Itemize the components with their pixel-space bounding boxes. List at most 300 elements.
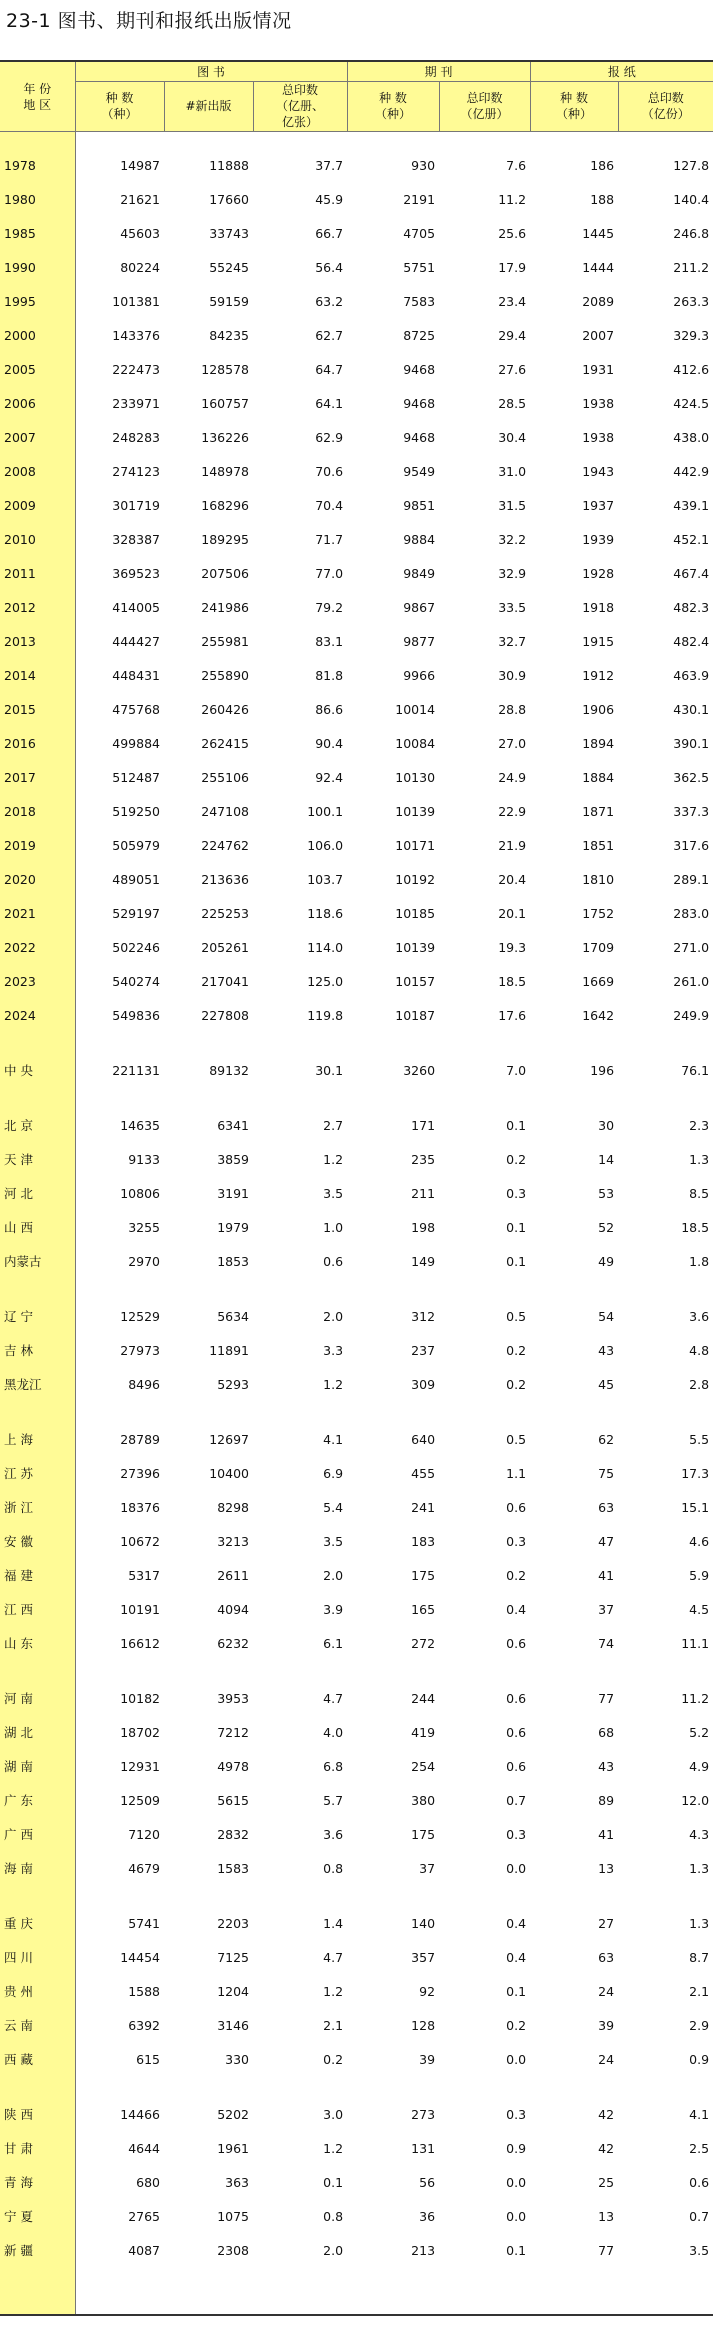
table-row	[0, 760, 713, 794]
table-cell: 1642	[582, 1007, 615, 1023]
table-cell: 1938	[582, 429, 615, 445]
table-cell: 8.5	[689, 1185, 710, 1201]
table-cell: 70.6	[315, 463, 344, 479]
table-cell: 1.3	[689, 1860, 710, 1876]
table-cell: 1884	[582, 769, 615, 785]
table-cell: 4.5	[689, 1601, 710, 1617]
gap-cell	[530, 1278, 618, 1299]
table-cell: 23.4	[498, 293, 527, 309]
table-row	[0, 1456, 713, 1490]
table-row	[0, 1906, 713, 1940]
table-cell: 9468	[403, 395, 436, 411]
gap-cell	[253, 1087, 347, 1108]
row-label: 2018	[0, 794, 75, 828]
table-cell: 0.5	[506, 1431, 527, 1447]
table-cell: 0.1	[506, 1253, 527, 1269]
table-cell: 283.0	[673, 905, 710, 921]
table-cell: 100.1	[307, 803, 344, 819]
gap-cell	[439, 1885, 530, 1906]
table-cell: 10192	[395, 871, 436, 887]
row-label: 黑龙江	[0, 1367, 75, 1401]
gap-cell	[253, 2076, 347, 2097]
table-cell: 380	[411, 1792, 436, 1808]
table-cell: 140	[411, 1915, 436, 1931]
bottom-cell	[0, 2267, 75, 2315]
group-gap-row	[0, 1278, 713, 1299]
table-cell: 3.3	[323, 1342, 344, 1358]
table-cell: 263.3	[673, 293, 710, 309]
row-label: 海 南	[0, 1851, 75, 1885]
table-row	[0, 1592, 713, 1626]
row-label: 广 东	[0, 1783, 75, 1817]
table-cell: 128578	[201, 361, 249, 377]
table-cell: 357	[411, 1949, 436, 1965]
row-label: 广 西	[0, 1817, 75, 1851]
table-cell: 1915	[582, 633, 615, 649]
table-cell: 89	[598, 1792, 615, 1808]
table-row	[0, 624, 713, 658]
table-cell: 1444	[582, 259, 615, 275]
row-label: 北 京	[0, 1108, 75, 1142]
table-cell: 475768	[112, 701, 160, 717]
table-cell: 77	[598, 2242, 615, 2258]
table-cell: 30.4	[498, 429, 527, 445]
table-row	[0, 386, 713, 420]
table-cell: 10157	[395, 973, 436, 989]
table-cell: 10191	[120, 1601, 160, 1617]
row-label: 2013	[0, 624, 75, 658]
table-row	[0, 726, 713, 760]
table-cell: 80224	[120, 259, 160, 275]
table-cell: 0.8	[323, 1860, 344, 1876]
table-row	[0, 2233, 713, 2267]
table-cell: 3953	[217, 1690, 249, 1706]
table-cell: 1871	[582, 803, 615, 819]
table-cell: 1906	[582, 701, 615, 717]
table-cell: 12697	[209, 1431, 249, 1447]
table-cell: 0.6	[506, 1635, 527, 1651]
table-cell: 27	[598, 1915, 615, 1931]
table-row	[0, 658, 713, 692]
table-cell: 22.9	[498, 803, 527, 819]
gap-cell	[530, 1660, 618, 1681]
table-cell: 0.4	[506, 1915, 527, 1931]
table-cell: 3191	[217, 1185, 249, 1201]
table-cell: 20.1	[498, 905, 527, 921]
table-cell: 10130	[395, 769, 436, 785]
gap-cell	[75, 2076, 164, 2097]
table-cell: 56.4	[315, 259, 344, 275]
col-header-books-copies: 总印数 （亿册、 亿张）	[253, 82, 347, 132]
table-cell: 9851	[403, 497, 436, 513]
table-cell: 77.0	[315, 565, 344, 581]
group-header-newspapers: 报 纸	[530, 61, 713, 82]
table-cell: 1937	[582, 497, 615, 513]
table-cell: 30.9	[498, 667, 527, 683]
table-cell: 390.1	[673, 735, 710, 751]
table-body	[0, 132, 713, 2316]
table-cell: 7.6	[506, 157, 527, 173]
row-label: 2021	[0, 896, 75, 930]
table-cell: 188	[590, 191, 615, 207]
group-header-books: 图 书	[75, 61, 347, 82]
table-cell: 71.7	[315, 531, 344, 547]
table-cell: 83.1	[315, 633, 344, 649]
table-cell: 6.9	[323, 1465, 344, 1481]
table-row	[0, 1053, 713, 1087]
spacer-cell	[618, 132, 713, 149]
spacer-cell	[439, 132, 530, 149]
table-cell: 3.9	[323, 1601, 344, 1617]
table-cell: 20.4	[498, 871, 527, 887]
table-cell: 2.1	[323, 2017, 344, 2033]
table-cell: 1.1	[506, 1465, 527, 1481]
gap-cell	[347, 1401, 439, 1422]
table-cell: 529197	[112, 905, 160, 921]
table-cell: 175	[411, 1567, 436, 1583]
table-cell: 0.3	[506, 1533, 527, 1549]
table-cell: 66.7	[315, 225, 344, 241]
gap-cell	[618, 1660, 713, 1681]
table-cell: 13	[598, 2208, 615, 2224]
table-cell: 255890	[201, 667, 249, 683]
table-cell: 248283	[112, 429, 160, 445]
bottom-padding-row	[0, 2267, 713, 2315]
table-cell: 136226	[201, 429, 249, 445]
table-row	[0, 1176, 713, 1210]
table-cell: 0.2	[506, 1567, 527, 1583]
table-cell: 9468	[403, 361, 436, 377]
table-cell: 171	[411, 1117, 436, 1133]
gap-cell	[75, 1885, 164, 1906]
table-cell: 0.3	[506, 2106, 527, 2122]
gap-cell	[75, 1401, 164, 1422]
table-cell: 31.5	[498, 497, 527, 513]
table-cell: 4.3	[689, 1826, 710, 1842]
table-cell: 237	[411, 1342, 436, 1358]
table-cell: 0.3	[506, 1185, 527, 1201]
table-cell: 11.2	[498, 191, 527, 207]
table-cell: 92	[419, 1983, 436, 1999]
table-row	[0, 1367, 713, 1401]
table-row	[0, 352, 713, 386]
table-cell: 0.6	[506, 1724, 527, 1740]
row-label: 陕 西	[0, 2097, 75, 2131]
row-label: 重 庆	[0, 1906, 75, 1940]
row-header: 年 份 地 区	[0, 61, 75, 132]
table-cell: 640	[411, 1431, 436, 1447]
table-cell: 3255	[128, 1219, 160, 1235]
table-cell: 207506	[201, 565, 249, 581]
table-cell: 261.0	[673, 973, 710, 989]
table-row	[0, 1974, 713, 2008]
page-title: 23-1 图书、期刊和报纸出版情况	[6, 10, 292, 32]
table-row	[0, 1524, 713, 1558]
table-cell: 3.6	[323, 1826, 344, 1842]
table-cell: 2832	[217, 1826, 249, 1842]
table-cell: 27.0	[498, 735, 527, 751]
gap-cell	[75, 1032, 164, 1053]
table-cell: 1.3	[689, 1915, 710, 1931]
table-cell: 8496	[128, 1376, 160, 1392]
table-cell: 168296	[201, 497, 249, 513]
table-cell: 79.2	[315, 599, 344, 615]
table-cell: 11.2	[681, 1690, 710, 1706]
table-cell: 1851	[582, 837, 615, 853]
table-cell: 3.5	[689, 2242, 710, 2258]
table-cell: 114.0	[307, 939, 344, 955]
table-cell: 10187	[395, 1007, 436, 1023]
table-cell: 175	[411, 1826, 436, 1842]
table-cell: 0.9	[506, 2140, 527, 2156]
table-cell: 0.1	[506, 1983, 527, 1999]
table-cell: 224762	[201, 837, 249, 853]
table-cell: 12.0	[681, 1792, 710, 1808]
table-cell: 106.0	[307, 837, 344, 853]
table-cell: 615	[136, 2051, 160, 2067]
table-row	[0, 2042, 713, 2076]
gap-cell	[75, 1087, 164, 1108]
table-cell: 452.1	[673, 531, 710, 547]
table-cell: 255981	[201, 633, 249, 649]
group-gap-row	[0, 1401, 713, 1422]
gap-cell	[347, 1032, 439, 1053]
table-cell: 31.0	[498, 463, 527, 479]
gap-cell	[0, 2076, 75, 2097]
gap-cell	[0, 1087, 75, 1108]
table-cell: 198	[411, 1219, 436, 1235]
table-cell: 27.6	[498, 361, 527, 377]
table-cell: 101381	[112, 293, 160, 309]
table-cell: 103.7	[307, 871, 344, 887]
table-cell: 43	[598, 1342, 615, 1358]
table-cell: 148978	[201, 463, 249, 479]
table-cell: 0.6	[506, 1758, 527, 1774]
row-label: 1995	[0, 284, 75, 318]
table-cell: 32.9	[498, 565, 527, 581]
spacer-cell	[530, 132, 618, 149]
table-row	[0, 2131, 713, 2165]
table-row	[0, 964, 713, 998]
table-cell: 4644	[128, 2140, 160, 2156]
table-cell: 246.8	[673, 225, 710, 241]
table-cell: 205261	[201, 939, 249, 955]
table-cell: 7.0	[506, 1062, 527, 1078]
table-cell: 3260	[403, 1062, 436, 1078]
table-cell: 10171	[395, 837, 436, 853]
table-cell: 424.5	[673, 395, 710, 411]
table-cell: 4.6	[689, 1533, 710, 1549]
table-cell: 165	[411, 1601, 436, 1617]
table-cell: 505979	[112, 837, 160, 853]
table-cell: 3.6	[689, 1308, 710, 1324]
gap-cell	[253, 1278, 347, 1299]
table-cell: 301719	[112, 497, 160, 513]
row-label: 2008	[0, 454, 75, 488]
table-cell: 2.1	[689, 1983, 710, 1999]
table-cell: 0.5	[506, 1308, 527, 1324]
gap-cell	[0, 1885, 75, 1906]
table-cell: 489051	[112, 871, 160, 887]
gap-cell	[530, 1885, 618, 1906]
table-cell: 10182	[120, 1690, 160, 1706]
table-cell: 3859	[217, 1151, 249, 1167]
table-row	[0, 1210, 713, 1244]
col-header-books-titles: 种 数 （种）	[75, 82, 164, 132]
table-cell: 43	[598, 1758, 615, 1774]
bottom-cell	[530, 2267, 618, 2315]
table-cell: 1075	[217, 2208, 249, 2224]
table-cell: 8.7	[689, 1949, 710, 1965]
table-row	[0, 284, 713, 318]
table-cell: 1.0	[323, 1219, 344, 1235]
row-label: 2014	[0, 658, 75, 692]
table-cell: 7125	[217, 1949, 249, 1965]
table-cell: 2.9	[689, 2017, 710, 2033]
row-label: 甘 肃	[0, 2131, 75, 2165]
row-label: 湖 北	[0, 1715, 75, 1749]
table-cell: 448431	[112, 667, 160, 683]
table-cell: 14987	[120, 157, 160, 173]
row-label: 吉 林	[0, 1333, 75, 1367]
table-cell: 222473	[112, 361, 160, 377]
gap-cell	[164, 1660, 253, 1681]
table-row	[0, 1490, 713, 1524]
table-cell: 28.8	[498, 701, 527, 717]
table-cell: 5.4	[323, 1499, 344, 1515]
table-cell: 6392	[128, 2017, 160, 2033]
gap-cell	[347, 2076, 439, 2097]
gap-cell	[164, 1032, 253, 1053]
table-cell: 0.0	[506, 2208, 527, 2224]
table-cell: 1938	[582, 395, 615, 411]
table-cell: 0.2	[506, 1151, 527, 1167]
gap-cell	[0, 1032, 75, 1053]
table-cell: 337.3	[673, 803, 710, 819]
table-cell: 2611	[217, 1567, 249, 1583]
table-cell: 221131	[112, 1062, 160, 1078]
table-cell: 2.0	[323, 1567, 344, 1583]
table-cell: 233971	[112, 395, 160, 411]
table-cell: 68	[598, 1724, 615, 1740]
table-cell: 37	[419, 1860, 436, 1876]
table-cell: 444427	[112, 633, 160, 649]
table-cell: 4.1	[689, 2106, 710, 2122]
table-cell: 24.9	[498, 769, 527, 785]
table-cell: 90.4	[315, 735, 344, 751]
table-cell: 59159	[209, 293, 249, 309]
row-label: 2020	[0, 862, 75, 896]
gap-cell	[0, 1660, 75, 1681]
table-cell: 27396	[120, 1465, 160, 1481]
table-cell: 5634	[217, 1308, 249, 1324]
table-cell: 183	[411, 1533, 436, 1549]
table-cell: 512487	[112, 769, 160, 785]
gap-cell	[439, 1278, 530, 1299]
table-row	[0, 522, 713, 556]
table-cell: 32.2	[498, 531, 527, 547]
table-cell: 70.4	[315, 497, 344, 513]
table-cell: 419	[411, 1724, 436, 1740]
table-row	[0, 1422, 713, 1456]
table-cell: 11891	[209, 1342, 249, 1358]
table-cell: 255106	[201, 769, 249, 785]
table-cell: 5615	[217, 1792, 249, 1808]
table-cell: 28789	[120, 1431, 160, 1447]
table-cell: 62	[598, 1431, 615, 1447]
bottom-cell	[347, 2267, 439, 2315]
table-cell: 272	[411, 1635, 436, 1651]
table-cell: 6.1	[323, 1635, 344, 1651]
gap-cell	[253, 1885, 347, 1906]
table-cell: 4679	[128, 1860, 160, 1876]
bottom-cell	[253, 2267, 347, 2315]
table-cell: 18.5	[681, 1219, 710, 1235]
gap-cell	[253, 1032, 347, 1053]
row-label: 山 东	[0, 1626, 75, 1660]
spacer-cell	[0, 132, 75, 149]
table-cell: 2970	[128, 1253, 160, 1269]
table-cell: 0.4	[506, 1601, 527, 1617]
table-cell: 118.6	[307, 905, 344, 921]
gap-cell	[347, 1885, 439, 1906]
table-cell: 29.4	[498, 327, 527, 343]
table-cell: 1.2	[323, 1376, 344, 1392]
gap-cell	[618, 1885, 713, 1906]
table-cell: 244	[411, 1690, 436, 1706]
gap-cell	[618, 1087, 713, 1108]
bottom-cell	[439, 2267, 530, 2315]
gap-cell	[164, 1087, 253, 1108]
table-cell: 328387	[112, 531, 160, 547]
row-label: 辽 宁	[0, 1299, 75, 1333]
table-cell: 9884	[403, 531, 436, 547]
table-row	[0, 488, 713, 522]
gap-cell	[530, 2076, 618, 2097]
table-cell: 369523	[112, 565, 160, 581]
group-header-periodicals: 期 刊	[347, 61, 530, 82]
table-cell: 1961	[217, 2140, 249, 2156]
table-cell: 12931	[120, 1758, 160, 1774]
table-cell: 75	[598, 1465, 615, 1481]
gap-cell	[0, 1401, 75, 1422]
table-cell: 0.2	[323, 2051, 344, 2067]
row-label: 2016	[0, 726, 75, 760]
table-cell: 0.6	[323, 1253, 344, 1269]
row-label: 2015	[0, 692, 75, 726]
publication-table	[0, 60, 713, 2316]
gap-cell	[439, 1087, 530, 1108]
spacer-cell	[75, 132, 164, 149]
table-cell: 217041	[201, 973, 249, 989]
bottom-cell	[164, 2267, 253, 2315]
table-cell: 0.4	[506, 1949, 527, 1965]
table-cell: 241	[411, 1499, 436, 1515]
table-cell: 131	[411, 2140, 436, 2156]
gap-cell	[530, 1032, 618, 1053]
table-row	[0, 1817, 713, 1851]
table-cell: 0.1	[506, 2242, 527, 2258]
table-cell: 2.7	[323, 1117, 344, 1133]
table-cell: 4.1	[323, 1431, 344, 1447]
table-cell: 18702	[120, 1724, 160, 1740]
gap-cell	[530, 1401, 618, 1422]
table-cell: 41	[598, 1567, 615, 1583]
table-cell: 127.8	[673, 157, 710, 173]
table-cell: 0.0	[506, 1860, 527, 1876]
row-label: 四 川	[0, 1940, 75, 1974]
row-label: 贵 州	[0, 1974, 75, 2008]
